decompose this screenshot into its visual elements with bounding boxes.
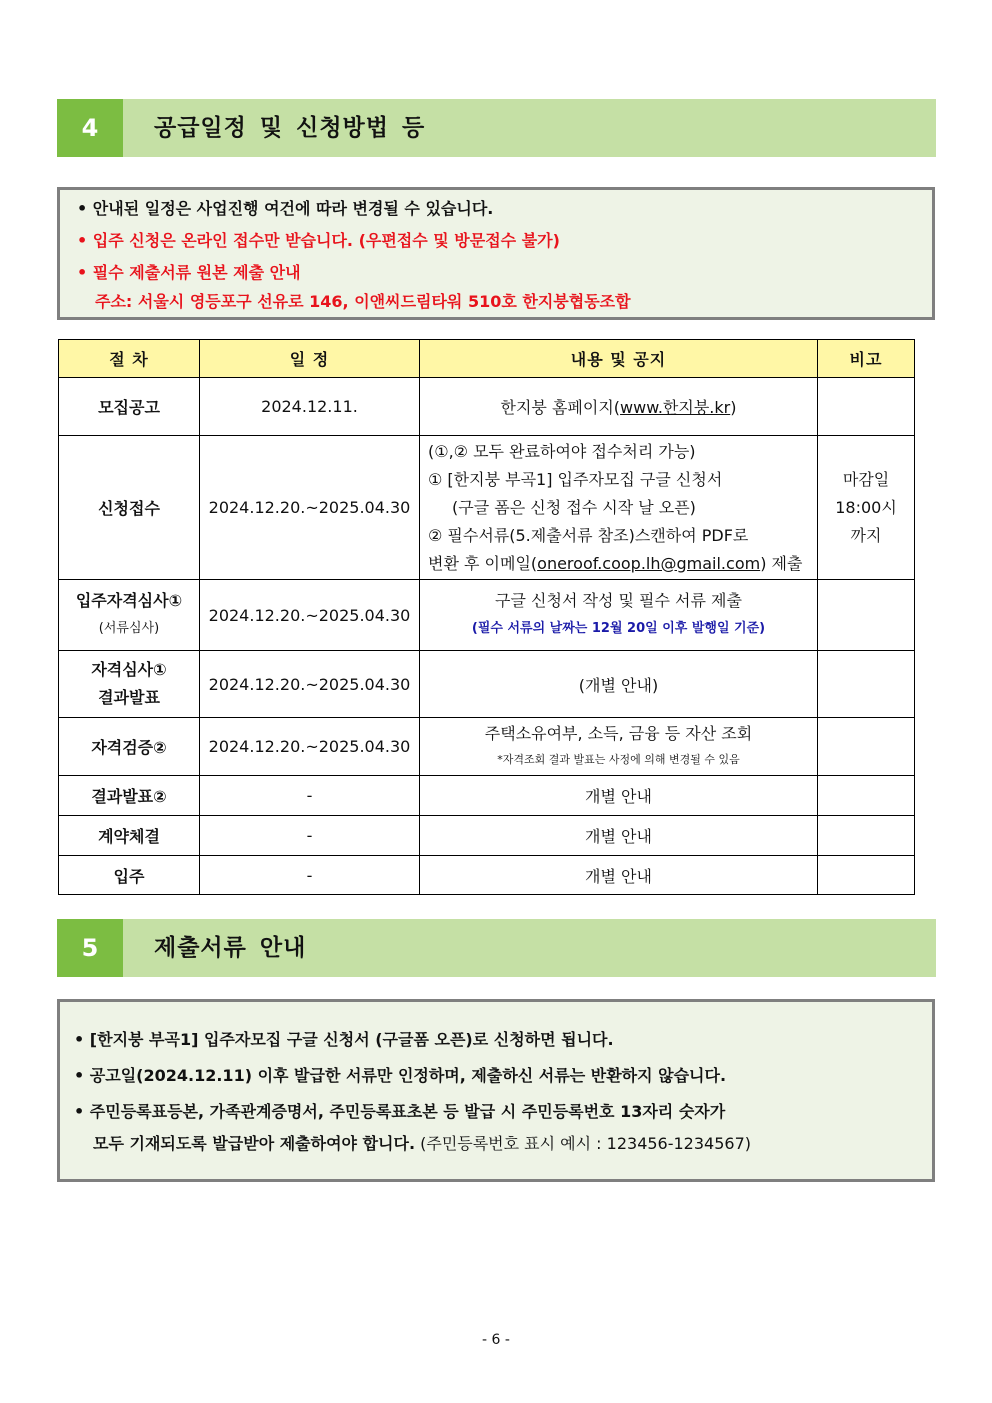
section-5-header [57,919,936,977]
header-schedule: 일 정 [200,340,420,378]
schedule-cell: 2024.12.20.~2025.04.30 [200,718,420,776]
schedule-cell: 2024.12.20.~2025.04.30 [200,436,420,580]
schedule-cell: 2024.12.11. [200,378,420,436]
procedure-cell [59,651,200,718]
note-cell [818,856,915,895]
procedure-line: 입주자격심사① [75,591,183,610]
notice-address: 주소: 서울시 영등포구 선유로 146, 이앤씨드림타워 510호 한지붕협동조합 [95,292,631,311]
content-line: ② 필수서류(5.제출서류 참조)스캔하여 PDF로 [428,525,749,545]
content-cell [420,718,818,776]
content-cell [420,580,818,651]
table-row [59,580,915,651]
content-text: 변환 후 이메일( [428,553,538,573]
schedule-cell: - [200,776,420,816]
header-procedure: 절 차 [59,340,200,378]
notice-line: • 공고일(2024.12.11) 이후 발급한 서류만 인정하며, 제출하신 서류는 반환하지 않습니다. [74,1066,727,1085]
note-cell [818,651,915,718]
notice-line: • 주민등록표등본, 가족관계증명서, 주민등록표초본 등 발급 시 주민등록번호 13자리 숫자가 [74,1102,726,1121]
schedule-table [58,339,915,895]
content-text: ) 제출 [760,553,803,573]
note-cell [818,580,915,651]
section-4-header [57,99,936,157]
procedure-cell: 자격검증② [59,718,200,776]
procedure-line: 결과발표 [98,688,160,707]
content-sub-note: (필수 서류의 날짜는 12월 20일 이후 발행일 기준) [471,621,766,636]
note-cell [818,378,915,436]
procedure-cell: 계약체결 [59,816,200,856]
content-sub-note: *자격조회 결과 발표는 사정에 의해 변경될 수 있음 [497,752,740,766]
table-row [59,856,915,895]
procedure-cell: 모집공고 [59,378,200,436]
content-cell: 개별 안내 [420,856,818,895]
content-cell [420,378,818,436]
procedure-cell: 결과발표② [59,776,200,816]
procedure-cell: 입주 [59,856,200,895]
note-cell [818,776,915,816]
table-row [59,816,915,856]
content-cell: 개별 안내 [420,776,818,816]
schedule-cell: 2024.12.20.~2025.04.30 [200,580,420,651]
section-title: 공급일정 및 신청방법 등 [154,115,426,141]
content-line: 구글 신청서 작성 및 필수 서류 제출 [495,591,742,610]
section-number: 5 [57,919,123,977]
procedure-sub: (서류심사) [98,621,160,636]
procedure-cell [59,580,200,651]
table-row [59,776,915,816]
notice-example: (주민등록번호 표시 예시 : 123456-1234567) [415,1134,752,1153]
schedule-cell: 2024.12.20.~2025.04.30 [200,651,420,718]
content-cell: 개별 안내 [420,816,818,856]
section-number: 4 [57,99,123,157]
content-text: 한지붕 홈페이지( [500,398,621,417]
notice-box-documents [57,999,935,1182]
section-title: 제출서류 안내 [154,935,307,961]
schedule-cell: - [200,816,420,856]
notice-text: 모두 기재되도록 발급받아 제출하여야 합니다. [93,1134,416,1153]
procedure-cell: 신청접수 [59,436,200,580]
homepage-link[interactable]: www.한지붕.kr [620,398,731,417]
notice-line: • [한지붕 부곡1] 입주자모집 구글 신청서 (구글폼 오픈)로 신청하면 됩니다. [74,1030,614,1049]
procedure-line: 자격심사① [91,660,167,679]
schedule-cell: - [200,856,420,895]
content-cell: (개별 안내) [420,651,818,718]
notice-line-red: • 필수 제출서류 원본 제출 안내 [77,263,301,282]
note-line: 18:00시 [835,497,897,517]
content-cell [420,436,818,580]
notice-box-schedule [57,187,935,320]
note-line: 마감일 [842,469,890,489]
note-cell [818,718,915,776]
notice-line: • 안내된 일정은 사업진행 여건에 따라 변경될 수 있습니다. [77,199,494,218]
notice-line-red: • 입주 신청은 온라인 접수만 받습니다. (우편접수 및 방문접수 불가) [77,231,560,250]
content-line [428,550,809,578]
notice-line [93,1130,751,1158]
table-row [59,436,915,580]
page-number: - 6 - [482,1332,510,1348]
table-header-row [59,340,915,378]
table-row [59,718,915,776]
content-text: ) [730,398,737,417]
content-line: (구글 폼은 신청 접수 시작 날 오픈) [452,497,696,517]
header-note: 비고 [818,340,915,378]
table-row [59,378,915,436]
email-link[interactable]: oneroof.coop.lh@gmail.com [537,553,761,573]
note-line: 까지 [850,525,882,545]
table-row [59,651,915,718]
content-line: 주택소유여부, 소득, 금융 등 자산 조회 [484,723,753,743]
header-content: 내용 및 공지 [420,340,818,378]
content-line: (①,② 모두 완료하여야 접수처리 가능) [428,441,696,461]
note-cell [818,436,915,580]
content-line: ① [한지붕 부곡1] 입주자모집 구글 신청서 [428,469,723,489]
note-cell [818,816,915,856]
